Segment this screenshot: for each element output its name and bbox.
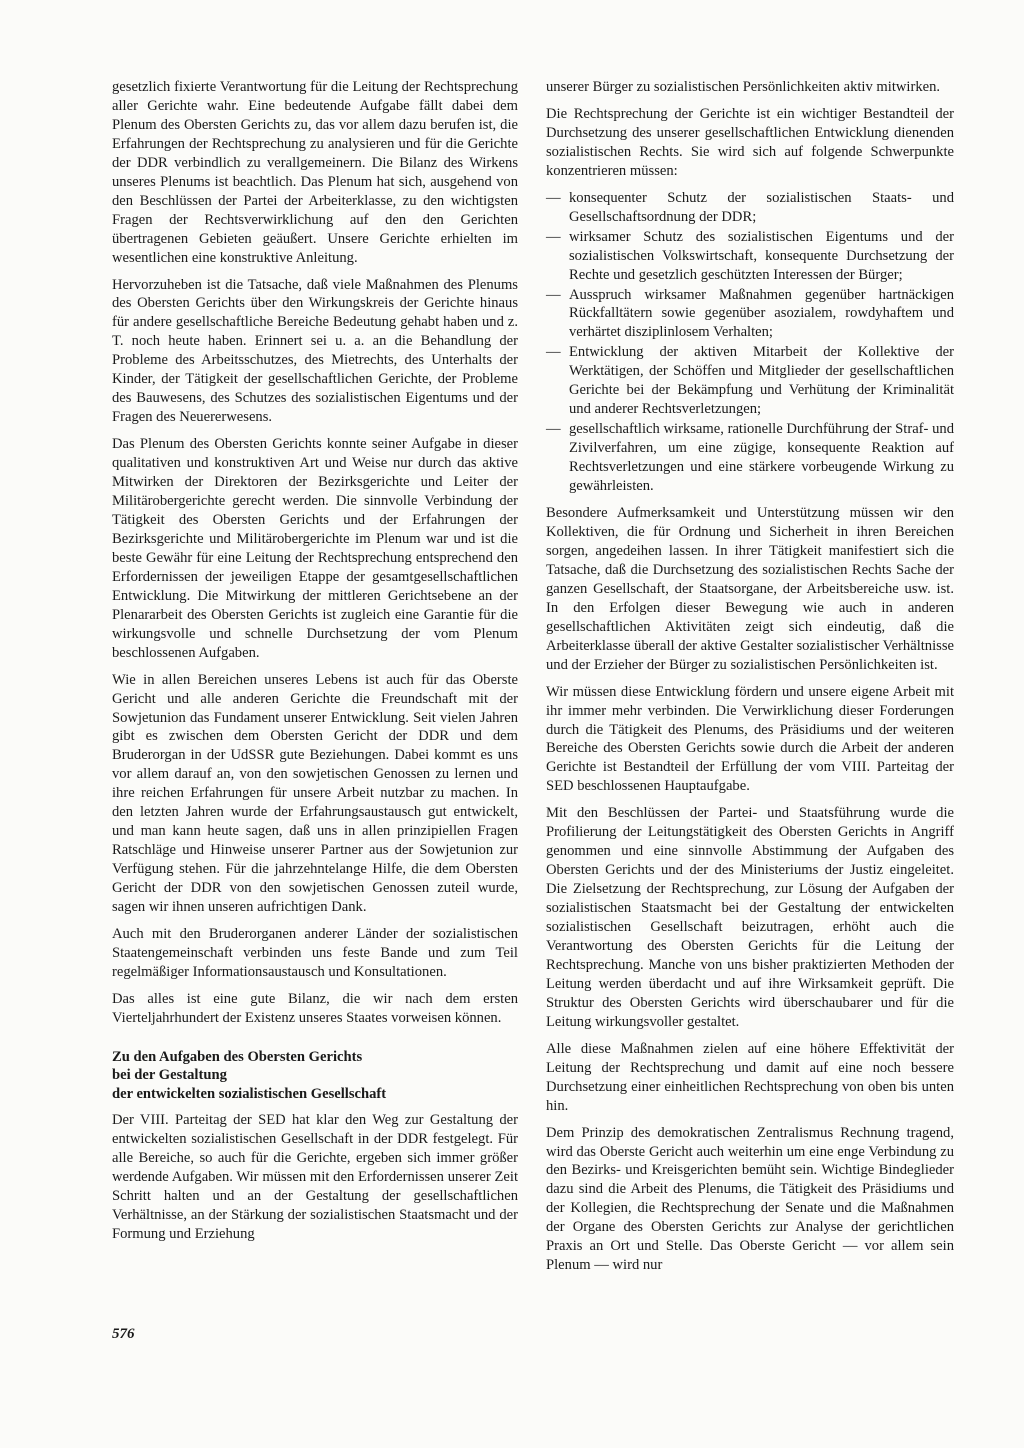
page-number: 576 [112, 1326, 135, 1342]
dash-bullet: — [546, 228, 561, 245]
section-heading-line: Zu den Aufgaben des Obersten Gerichts [112, 1048, 363, 1065]
paragraph: Das alles ist eine gute Bilanz, die wir nach dem ersten Vierteljahrhundert der Existenz unseres Staates vorweisen können. [112, 990, 518, 1026]
paragraph: Hervorzuheben ist die Tatsache, daß viele Maßnahmen des Plenums des Obersten Gerichts über den Wirkungskreis der Gerichte hinaus für andere gesellschaftliche Bereiche Bedeutung gehabt haben und z. T. noch heute haben. Erinnert sei u. a. an die Behandlung der Probleme des Arbeitsschutzes, des Mietrechts, des Unterhalts der Kinder, der Tätigkeit der gesellschaftlichen Gerichte, der Probleme des Bauwesens, des Schutzes des sozialistischen Eigentums und der Fragen des Neuererwesens. [112, 276, 518, 426]
left-column [112, 78, 518, 1252]
section-heading-line: bei der Gestaltung [112, 1067, 227, 1084]
paragraph: Der VIII. Parteitag der SED hat klar den Weg zur Gestaltung der entwickelten sozialistischen Gesellschaft in der DDR festgelegt. Für alle Bereiche, so auch für die Gerichte, ergeben sich immer größer werdende Aufgaben. Wir müssen mit den Erfordernissen unserer Zeit Schritt halten und an der Gestaltung der gesellschaftlichen Verhältnisse, an der Stärkung der sozialistischen Staatsmacht und der Formung und Erziehung [112, 1111, 518, 1242]
list-item [546, 343, 954, 419]
list-item [546, 228, 954, 285]
paragraph: Wir müssen diese Entwicklung fördern und unsere eigene Arbeit mit ihr immer mehr verbinden. Die Verwirklichung dieser Forderungen durch die Tätigkeit des Plenums, des Präsidiums und der weiteren Bereiche des Obersten Gerichts sowie durch die Arbeit der anderen Gerichte ist Bestandteil der Erfüllung der vom VIII. Parteitag der SED beschlossenen Hauptaufgabe. [546, 683, 954, 795]
paragraph: Dem Prinzip des demokratischen Zentralismus Rechnung tragend, wird das Oberste Gericht auch weiterhin um eine enge Verbindung zu den Bezirks- und Kreisgerichten bemüht sein. Wichtige Bindeglieder dazu sind die Arbeit des Plenums, die Tätigkeit des Präsidiums und der Kollegien, die Rechtsprechung der Senate und die Maßnahmen der Organe des Obersten Gerichts zur Analyse der gerichtlichen Praxis an Ort und Stelle. Das Oberste Gericht — vor allem sein Plenum — wird nur [546, 1124, 954, 1274]
paragraph: Auch mit den Bruderorganen anderer Länder der sozialistischen Staatengemeinschaft verbinden uns feste Bande und zum Teil regelmäßiger Informationsaustausch und Konsultationen. [112, 925, 518, 980]
list-item-text: gesellschaftlich wirksame, rationelle Durchführung der Straf- und Zivilverfahren, um eine zügige, konsequente Reaktion auf Rechtsverletzungen und eine stärkere vorbeugende Wirkung zu gewährleisten. [569, 421, 954, 495]
list-item-text: Entwicklung der aktiven Mitarbeit der Kollektive der Werktätigen, der Schöffen und Mitglieder der gesellschaftlichen Gerichte bei der Bekämpfung und Verhütung der Kriminalität und anderer Rechtsverletzungen; [569, 344, 954, 418]
right-column [546, 78, 954, 1283]
paragraph: Mit den Beschlüssen der Partei- und Staatsführung wurde die Profilierung der Leitungstätigkeit des Obersten Gerichts in Angriff genommen und eine sinnvolle Abstimmung der Aufgaben des Obersten Gerichts und der des Ministeriums der Justiz eingeleitet. Die Zielsetzung der Rechtsprechung, zur Lösung der Aufgaben der sozialistischen Staatsmacht bei der Gestaltung der entwickelten sozialistischen Gesellschaft beizutragen, erhöht auch die Verantwortung des Obersten Gerichts für die Leitung der Rechtsprechung. Manche von uns bisher praktizierten Methoden der Leitung werden überdacht und auf ihre Wirksamkeit geprüft. Die Struktur des Obersten Gerichts wird überschaubarer und für die Leitung wirkungsvoller gestaltet. [546, 805, 954, 1030]
list-item [546, 420, 954, 496]
paragraph: Die Rechtsprechung der Gerichte ist ein wichtiger Bestandteil der Durchsetzung des unserer gesellschaftlichen Entwicklung dienenden sozialistischen Rechts. Sie wird sich auf folgende Schwerpunkte konzentrieren müssen: [546, 105, 954, 179]
list-item-text: konsequenter Schutz der sozialistischen Staats- und Gesellschaftsordnung der DDR; [569, 189, 954, 225]
list-item-text: Ausspruch wirksamer Maßnahmen gegenüber hartnäckigen Rückfalltätern sowie gegenüber asozialem, rowdyhaftem und verhärtet disziplinlosem Verhalten; [569, 286, 954, 341]
dash-bullet: — [546, 344, 561, 361]
list-item [546, 286, 954, 343]
dash-bullet: — [546, 286, 561, 303]
paragraph-continuation: unserer Bürger zu sozialistischen Persönlichkeiten aktiv mitwirken. [546, 79, 941, 95]
section-heading [112, 1048, 518, 1103]
priority-list [546, 189, 954, 496]
dash-bullet: — [546, 189, 561, 206]
paragraph: Wie in allen Bereichen unseres Lebens ist auch für das Oberste Gericht und alle anderen Gerichte die Freundschaft mit der Sowjetunion das Fundament unserer Entwicklung. Seit vielen Jahren gibt es zwischen dem Obersten Gericht der DDR und dem Bruderorgan in der UdSSR gute Beziehungen. Dabei kommt es uns vor allem darauf an, von den sowjetischen Genossen zu lernen und ihre reichen Erfahrungen für unsere Arbeit nutzbar zu machen. In den letzten Jahren wurde der Erfahrungsaustausch gut entwickelt, und man kann heute sagen, daß uns in allen prinzipiellen Fragen Ratschläge und Hinweise unserer Partner aus der Sowjetunion zur Verfügung stehen. Für die jahrzehntelange Hilfe, die dem Obersten Gericht der DDR von den sowjetischen Genossen zuteil wurde, sagen wir ihnen unseren aufrichtigen Dank. [112, 671, 518, 916]
paragraph: gesetzlich fixierte Verantwortung für die Leitung der Rechtsprechung aller Gerichte wahr. Eine bedeutende Aufgabe fällt dabei dem Plenum des Obersten Gerichts zu, das vor allem dazu berufen ist, die Erfahrungen der Rechtsprechung zu analysieren und für die Gerichte der DDR verbindlich zu verallgemeinern. Die Bilanz des Wirkens unseres Plenums ist beachtlich. Das Plenum hat sich, ausgehend von den Beschlüssen der Partei der Arbeiterklasse, zu den wichtigsten Fragen der Rechtsverwirklichung auf den den Gerichten übertragenen Gebieten geäußert. Unsere Gerichte erhielten im wesentlichen eine konstruktive Anleitung. [112, 79, 518, 266]
paragraph: Alle diese Maßnahmen zielen auf eine höhere Effektivität der Leitung der Rechtsprechung und damit auf eine noch bessere Durchsetzung einer einheitlichen Rechtsprechung von oben bis unten hin. [546, 1040, 954, 1114]
list-item [546, 189, 954, 227]
section-heading-line: der entwickelten sozialistischen Gesellschaft [112, 1085, 387, 1102]
paragraph: Das Plenum des Obersten Gerichts konnte seiner Aufgabe in dieser qualitativen und konstruktiven Art und Weise nur durch das aktive Mitwirken der Direktoren der Bezirksgerichte und Leiter der Militärobergerichte gerecht werden. Die sinnvolle Verbindung der Tätigkeit des Obersten Gerichts und der Erfahrungen der Bezirksgerichte und Militärobergerichte im Plenum war und ist die beste Gewähr für eine Leitung der Rechtsprechung entsprechend den Erfordernissen der jeweiligen Etappe der gesamtgesellschaftlichen Entwicklung. Die Mitwirkung der mittleren Gerichtsebene an der Plenararbeit des Obersten Gerichts ist zugleich eine Garantie für die wirkungsvolle und schnelle Durchsetzung der vom Plenum beschlossenen Aufgaben. [112, 436, 518, 661]
paragraph: Besondere Aufmerksamkeit und Unterstützung müssen wir den Kollektiven, die für Ordnung und Sicherheit in ihren Bereichen sorgen, angedeihen lassen. In ihrer Tätigkeit manifestiert sich die Tatsache, daß die Durchsetzung des sozialistischen Rechts Sache der ganzen Gesellschaft, der Staatsorgane, der Arbeitsbereiche usw. ist. In den Erfolgen dieser Bewegung wie auch in anderen gesellschaftlichen Aktivitäten zeigt sich eindeutig, daß die Arbeiterklasse überall der aktive Gestalter sozialistischer Verhältnisse und der Erzieher der Bürger zu sozialistischen Persönlichkeiten ist. [546, 505, 954, 673]
dash-bullet: — [546, 421, 561, 438]
list-item-text: wirksamer Schutz des sozialistischen Eigentums und der sozialistischen Volkswirtschaft, konsequente Durchsetzung der Rechte und gesetzlich geschützten Interessen der Bürger; [569, 228, 954, 283]
